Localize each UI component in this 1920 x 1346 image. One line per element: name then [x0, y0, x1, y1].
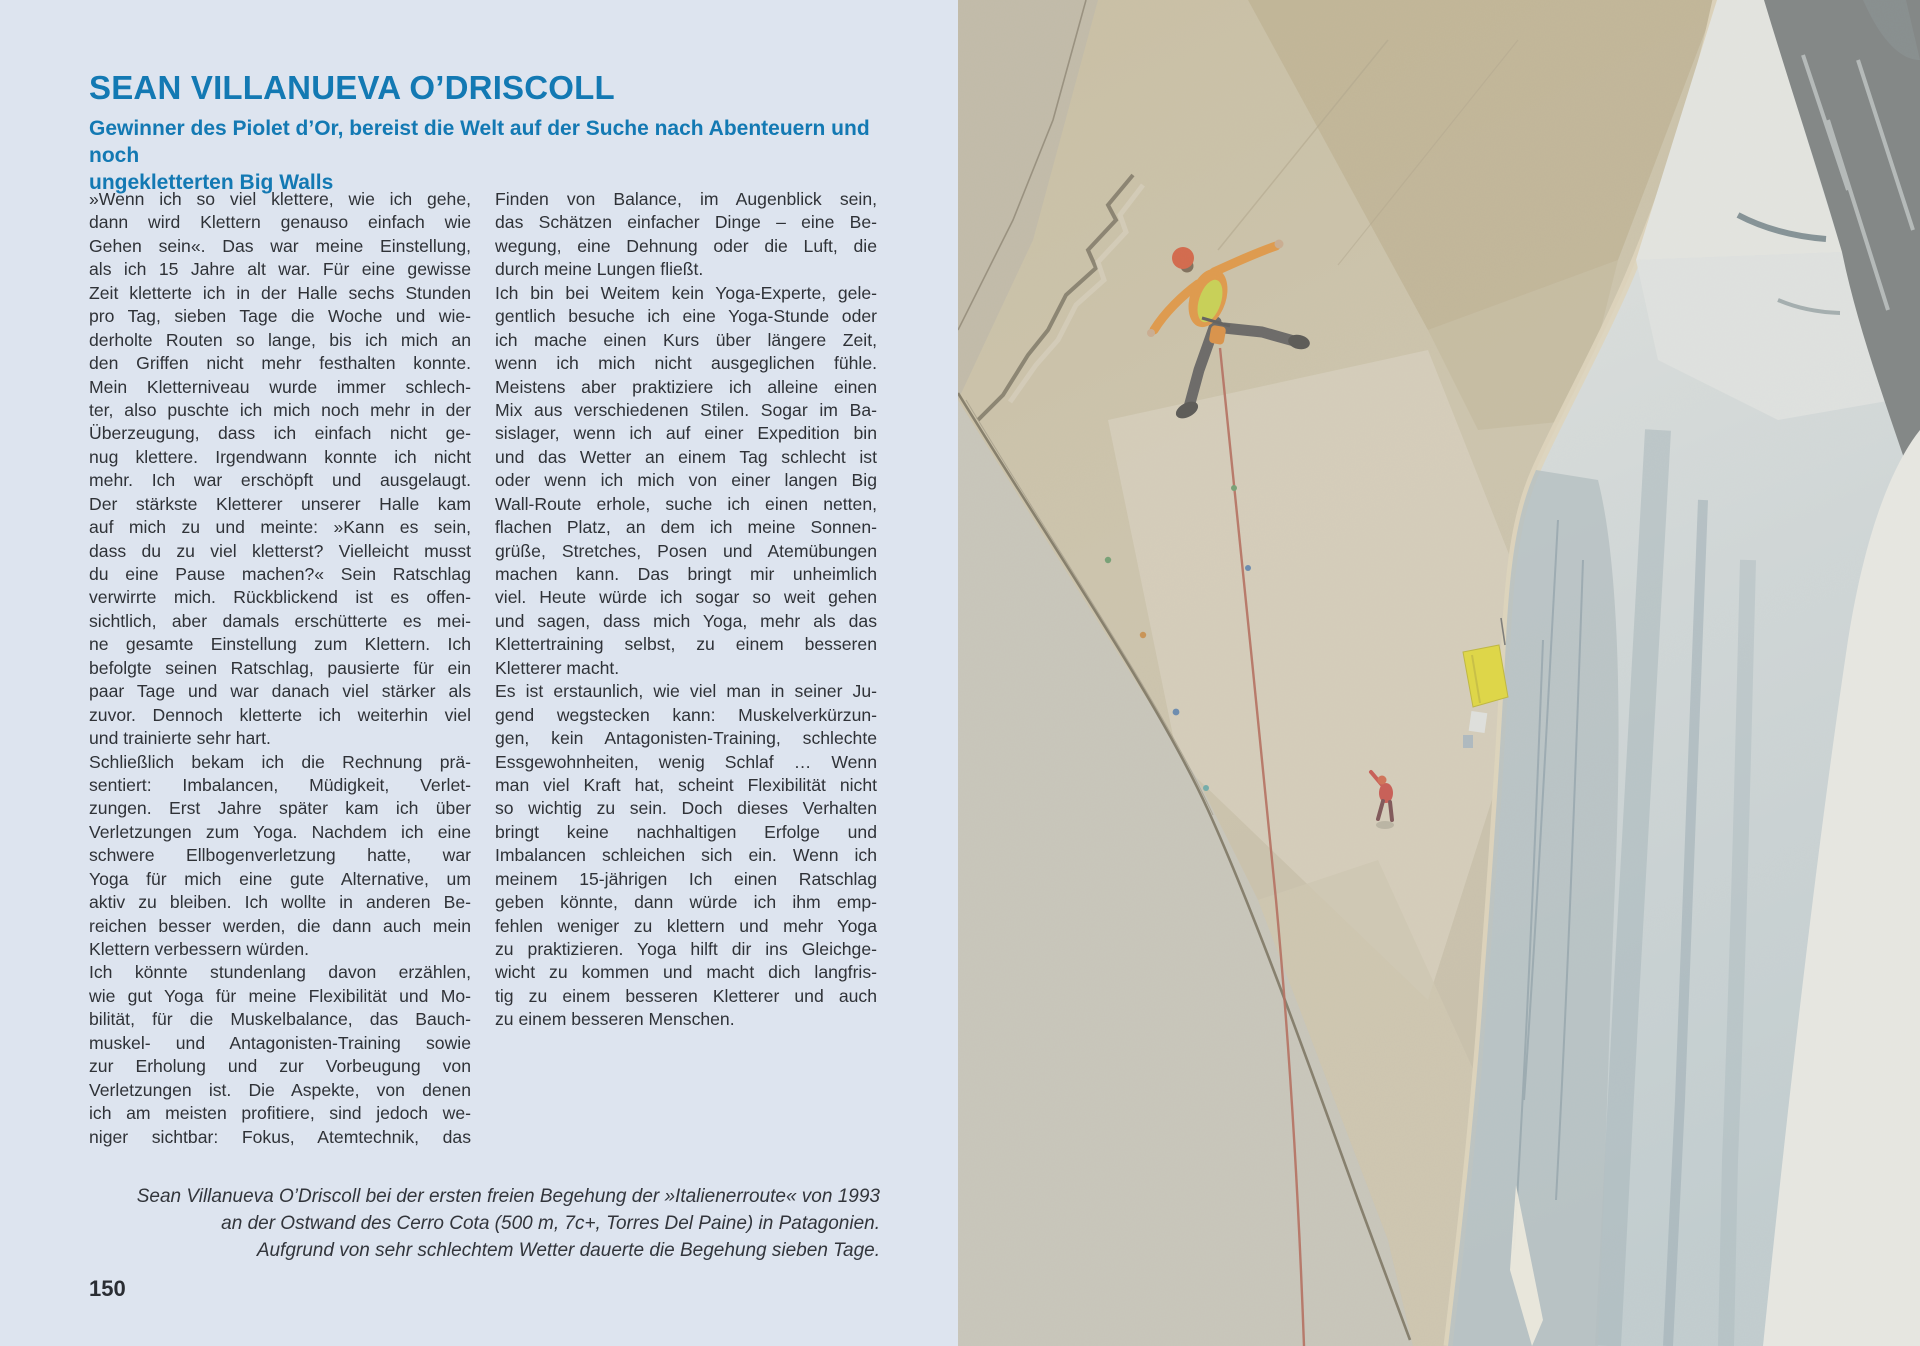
body-line: pro Tag, sieben Tage die Woche und wie-	[89, 306, 471, 327]
body-line: wenn ich mich nicht ausgeglichen fühle.	[495, 353, 877, 374]
body-line: reichen besser werden, die dann auch mein	[89, 915, 471, 936]
photo-caption	[89, 1183, 880, 1264]
body-line: Ich bin bei Weitem kein Yoga-Experte, gele-	[495, 282, 877, 303]
body-line: durch meine Lungen fließt.	[495, 259, 704, 280]
body-line: Ich könnte stundenlang davon erzählen,	[89, 962, 471, 983]
body-line: Verletzungen zum Yoga. Nachdem ich eine	[89, 821, 471, 842]
body-line: sentiert: Imbalancen, Müdigkeit, Verlet-	[89, 774, 471, 795]
page-number: 150	[89, 1276, 126, 1301]
text-column-left	[89, 188, 471, 1149]
body-line: ich mache einen Kurs über längere Zeit,	[495, 329, 877, 350]
body-line: ne gesamte Einstellung zum Klettern. Ich	[89, 634, 471, 655]
body-line: zur Erholung und zur Vorbeugung von	[89, 1056, 471, 1077]
body-line: zu einem besseren Menschen.	[495, 1009, 735, 1030]
body-line: Meistens aber praktiziere ich alleine einen	[495, 376, 877, 397]
body-line: zungen. Erst Jahre später kam ich über	[89, 798, 471, 819]
body-line: Kletterer macht.	[495, 657, 620, 678]
body-line: gend wegstecken kann: Muskelverkürzun-	[495, 704, 877, 725]
body-line: Zeit kletterte ich in der Halle sechs Stunden	[89, 282, 471, 303]
body-line: und trainierte sehr hart.	[89, 728, 271, 749]
article-header	[89, 70, 889, 196]
body-line: Imbalancen schleichen sich ein. Wenn ich	[495, 845, 877, 866]
body-line: dann wird Klettern genauso einfach wie	[89, 212, 471, 233]
body-line: und sagen, dass mich Yoga, mehr als das	[495, 610, 877, 631]
body-line: mehr. Ich war erschöpft und ausgelaugt.	[89, 470, 471, 491]
body-line: Verletzungen ist. Die Aspekte, von denen	[89, 1079, 471, 1100]
granite-texture	[958, 0, 1920, 1346]
body-line: das Schätzen einfacher Dinge – eine Be-	[495, 212, 877, 233]
wall-photo	[958, 0, 1920, 1346]
body-line: schwere Ellbogenverletzung hatte, war	[89, 845, 471, 866]
body-line: Essgewohnheiten, wenig Schlaf … Wenn	[495, 751, 877, 772]
body-line: ich am meisten profitiere, sind jedoch we-	[89, 1103, 471, 1124]
subtitle-line: Gewinner des Piolet d’Or, bereist die Welt auf der Suche nach Abenteuern und noch	[89, 117, 870, 167]
body-line: bilität, für die Muskelbalance, das Bauch-	[89, 1009, 471, 1030]
body-line: gentlich besuche ich eine Yoga-Stunde oder	[495, 306, 877, 327]
body-line: und das Wetter an einem Tag schlecht ist	[495, 446, 877, 467]
body-line: aktiv zu bleiben. Ich wollte in anderen Be-	[89, 892, 471, 913]
body-line: Gehen sein«. Das war meine Einstellung,	[89, 235, 471, 256]
body-line: ter, also puschte ich mich noch mehr in der	[89, 399, 471, 420]
body-line: als ich 15 Jahre alt war. Für eine gewisse	[89, 259, 471, 280]
body-line: du eine Pause machen?« Sein Ratschlag	[89, 564, 471, 584]
page-title: SEAN VILLANUEVA O’DRISCOLL	[89, 69, 615, 106]
caption-line: Sean Villanueva O’Driscoll bei der ersten freien Begehung der »Italienerroute« von 1993	[136, 1186, 880, 1207]
page-subtitle	[89, 115, 889, 196]
body-line: Finden von Balance, im Augenblick sein,	[495, 189, 877, 209]
body-line: Mix aus verschiedenen Stilen. Sogar im Ba-	[495, 399, 877, 420]
body-line: den Griffen nicht mehr festhalten konnte.	[89, 353, 471, 374]
body-line: Klettertraining selbst, zu einem besseren	[495, 634, 877, 655]
body-line: nug klettere. Irgendwann konnte ich nicht	[89, 446, 471, 467]
body-line: flachen Platz, an dem ich meine Sonnen-	[495, 517, 877, 538]
body-line: fehlen weniger zu klettern und mehr Yoga	[495, 915, 877, 936]
body-line: man viel Kraft hat, scheint Flexibilität nicht	[495, 774, 877, 795]
body-line: bringt keine nachhaltigen Erfolge und	[495, 821, 877, 842]
body-line: sichtlich, aber damals erschütterte es mei-	[89, 610, 471, 631]
body-line: sislager, wenn ich auf einer Expedition bin	[495, 423, 877, 444]
body-line: gen, kein Antagonisten-Training, schlechte	[495, 728, 877, 749]
caption-line: Aufgrund von sehr schlechtem Wetter dauerte die Begehung sieben Tage.	[256, 1240, 880, 1261]
body-line: Überzeugung, dass ich einfach nicht ge-	[89, 423, 471, 444]
body-line: niger sichtbar: Fokus, Atemtechnik, das	[89, 1126, 471, 1147]
body-line: zu praktizieren. Yoga hilft dir ins Gleichge-	[495, 939, 877, 959]
body-line: wicht zu kommen und macht dich langfris-	[495, 962, 877, 983]
body-line: Mein Kletterniveau wurde immer schlech-	[89, 376, 471, 397]
body-line: dass du zu viel kletterst? Vielleicht musst	[89, 540, 471, 561]
body-line: wegung, eine Dehnung oder die Luft, die	[495, 235, 877, 256]
body-line: oder wenn ich mich von einer langen Big	[495, 470, 877, 491]
wall-photo-graphic	[958, 0, 1920, 1346]
body-line: meinem 15-jährigen Ich einen Ratschlag	[495, 868, 877, 889]
caption-line: an der Ostwand des Cerro Cota (500 m, 7c+, Torres Del Paine) in Patagonien.	[221, 1213, 880, 1234]
body-line: befolgte seinen Ratschlag, pausierte für ein	[89, 657, 471, 678]
body-line: muskel- und Antagonisten-Training sowie	[89, 1032, 471, 1053]
body-line: derholte Routen so lange, bis ich mich an	[89, 329, 471, 350]
body-line: Klettern verbessern würden.	[89, 939, 310, 959]
body-line: tig zu einem besseren Kletterer und auch	[495, 985, 877, 1006]
body-line: verwirrte mich. Rückblickend ist es offen-	[89, 587, 471, 608]
subtitle-line: ungekletterten Big Walls	[89, 171, 334, 194]
body-line: auf mich zu und meinte: »Kann es sein,	[89, 517, 471, 538]
body-line: geben könnte, dann würde ich ihm emp-	[495, 892, 877, 913]
text-column-right	[495, 188, 877, 1032]
body-line: paar Tage und war danach viel stärker als	[89, 681, 471, 702]
body-line: Der stärkste Kletterer unserer Halle kam	[89, 493, 471, 514]
body-line: wie gut Yoga für meine Flexibilität und Mo-	[89, 985, 471, 1006]
body-line: Es ist erstaunlich, wie viel man in seiner Ju-	[495, 681, 877, 702]
body-line: so wichtig zu sein. Doch dieses Verhalten	[495, 798, 877, 819]
body-line: Yoga für mich eine gute Alternative, um	[89, 868, 471, 889]
body-line: »Wenn ich so viel klettere, wie ich gehe,	[89, 189, 471, 209]
body-line: viel. Heute würde ich sogar so weit gehen	[495, 587, 877, 608]
body-line: Schließlich bekam ich die Rechnung prä-	[89, 751, 471, 772]
body-line: grüße, Stretches, Posen und Atemübungen	[495, 540, 877, 561]
body-line: machen kann. Das bringt mir unheimlich	[495, 564, 877, 584]
body-line: zuvor. Dennoch kletterte ich weiterhin viel	[89, 704, 471, 725]
body-line: Wall-Route erhole, suche ich einen netten,	[495, 493, 877, 514]
